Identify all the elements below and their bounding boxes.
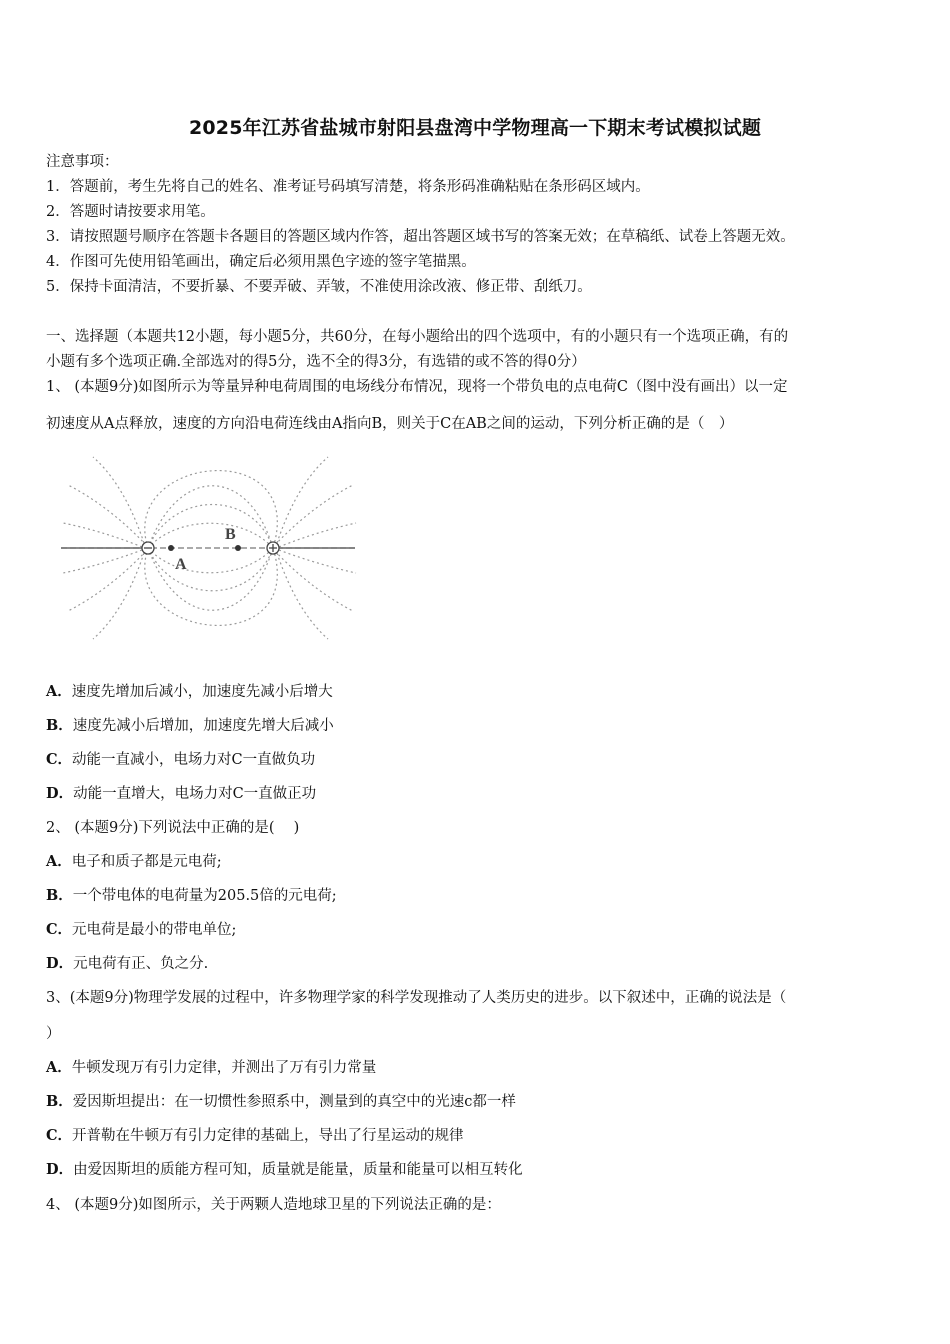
question-1-option-d[interactable]: D．动能一直增大，电场力对C一直做正功 [46, 785, 317, 802]
page-title: 2025年江苏省盐城市射阳县盘湾中学物理高一下期末考试模拟试题 [188, 117, 762, 139]
notice-heading: 注意事项： [46, 154, 119, 170]
question-2-option-a[interactable]: A．电子和质子都是元电荷; [46, 853, 222, 870]
point-b-label: B [225, 526, 236, 543]
question-1-stem: 1、 (本题9分)如图所示为等量异种电荷周围的电场线分布情况，现将一个带负电的点电荷C（图中没有画出）以一定 [46, 379, 788, 395]
positive-charge-icon [267, 542, 279, 554]
question-1-stem: 初速度从A点释放，速度的方向沿电荷连线由A指向B，则关于C在AB之间的运动，下列分析正确的是（ ） [46, 416, 734, 432]
notice-item: 1．答题前，考生先将自己的姓名、准考证号码填写清楚，将条形码准确粘贴在条形码区域内。 [46, 179, 650, 195]
question-3-option-a[interactable]: A．牛顿发现万有引力定律，并测出了万有引力常量 [46, 1059, 377, 1076]
question-2-option-d[interactable]: D．元电荷有正、负之分. [46, 955, 209, 972]
notice-item: 5．保持卡面清洁，不要折暴、不要弄破、弄皱，不准使用涂改液、修正带、刮纸刀。 [46, 279, 592, 295]
question-3-option-d[interactable]: D．由爱因斯坦的质能方程可知，质量就是能量，质量和能量可以相互转化 [46, 1161, 523, 1178]
section-intro: 小题有多个选项正确.全部选对的得5分，选不全的得3分，有选错的或不答的得0分） [46, 354, 586, 370]
electric-field-lines-figure [58, 455, 358, 640]
point-b-marker [235, 545, 241, 551]
negative-charge-icon [142, 542, 154, 554]
question-1-option-b[interactable]: B．速度先减小后增加，加速度先增大后减小 [46, 717, 334, 734]
question-2-option-c[interactable]: C．元电荷是最小的带电单位; [46, 921, 237, 938]
question-3-stem: ） [46, 1026, 61, 1042]
notice-item: 4．作图可先使用铅笔画出，确定后必须用黑色字迹的签字笔描黑。 [46, 254, 476, 270]
question-4-stem: 4、 (本题9分)如图所示，关于两颗人造地球卫星的下列说法正确的是： [46, 1197, 501, 1213]
question-3-option-b[interactable]: B．爱因斯坦提出：在一切惯性参照系中，测量到的真空中的光速c都一样 [46, 1093, 516, 1110]
question-3-stem: 3、(本题9分)物理学发展的过程中，许多物理学家的科学发现推动了人类历史的进步。以下叙述中，正确的说法是（ [46, 990, 787, 1006]
notice-item: 2．答题时请按要求用笔。 [46, 204, 215, 220]
question-1-option-a[interactable]: A．速度先增加后减小，加速度先减小后增大 [46, 683, 333, 700]
section-intro: 一、选择题（本题共12小题，每小题5分，共60分，在每小题给出的四个选项中，有的小题只有一个选项正确，有的 [46, 329, 789, 345]
question-3-option-c[interactable]: C．开普勒在牛顿万有引力定律的基础上，导出了行星运动的规律 [46, 1127, 464, 1144]
point-a-marker [168, 545, 174, 551]
notice-item: 3．请按照题号顺序在答题卡各题目的答题区域内作答，超出答题区域书写的答案无效；在草稿纸、试卷上答题无效。 [46, 229, 795, 245]
point-a-label: A [175, 556, 187, 573]
question-1-option-c[interactable]: C．动能一直减小，电场力对C一直做负功 [46, 751, 316, 768]
question-2-stem: 2、 (本题9分)下列说法中正确的是( ) [46, 820, 300, 836]
question-2-option-b[interactable]: B．一个带电体的电荷量为205.5倍的元电荷; [46, 887, 337, 904]
